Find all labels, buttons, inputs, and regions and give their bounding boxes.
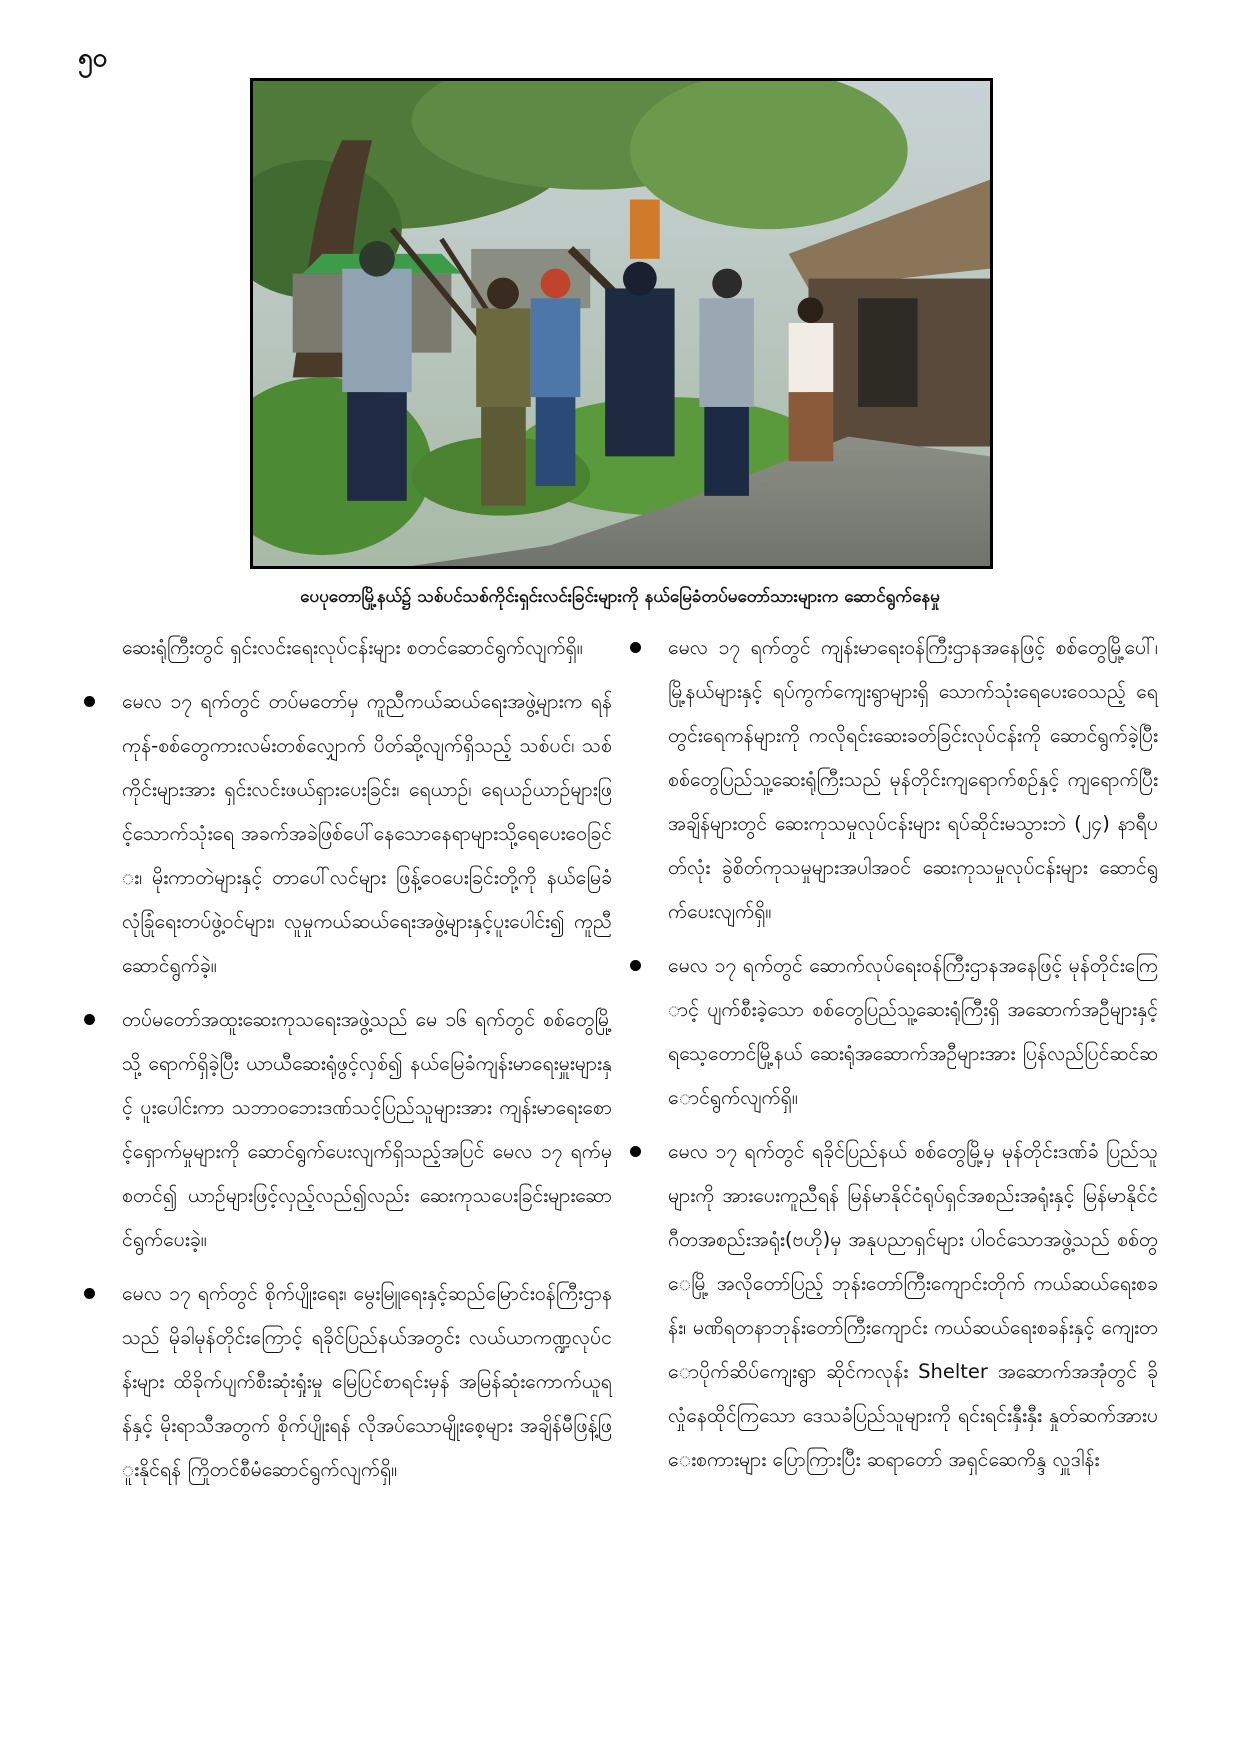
list-item-text: တပ်မတော်အထူးဆေးကုသရေးအဖွဲ့သည် မေ ၁၆ ရက်တွင် စစ်တွေမြို့သို့ ရောက်ရှိခဲ့ပြီး ယာယီဆေးရုံဖွင့်လှစ်၍ နယ်မြေခံကျန်းမာရေးမှူးများနှင့် ပူးပေါင်းကာ သဘာဝဘေးဒဏ်သင့်ပြည်သူများအား ကျန်းမာရေးစောင့်ရှောက်မှုများကို ဆောင်ရွက်ပေးလျက်ရှိသည့်အပြင် မေလ ၁၇ ရက်မှစတင်၍ ယာဉ်များဖြင့်လှည့်လည်၍လည်း ဆေးကုသပေးခြင်းများဆောင်ရွက်ပေးခဲ့။: [122, 1008, 612, 1251]
list-item-text: မေလ ၁၇ ရက်တွင် ဆောက်လုပ်ရေးဝန်ကြီးဌာနအနေဖြင့် မုန်တိုင်းကြောင့် ပျက်စီးခဲ့သော စစ်တွေပြည်သူ့ဆေးရုံကြီးရှိ အဆောက်အဦများနှင့် ရသေ့တောင်မြို့နယ် ဆေးရုံအဆောက်အဦများအား ပြန်လည်ပြင်ဆင်ဆောင်ရွက်လျက်ရှိ။: [668, 954, 1158, 1109]
bullet-icon: [630, 960, 641, 971]
list-item: [122, 1272, 612, 1492]
bullet-icon: [84, 696, 95, 707]
photo-caption: ပေပုတောမြို့နယ်၌ သစ်ပင်သစ်ကိုင်းရှင်းလင်းခြင်းများကို နယ်မြေခံတပ်မတော်သားများက ဆောင်ရွက်နေမှု: [300, 587, 940, 607]
list-item: [122, 998, 612, 1262]
list-item: [122, 680, 612, 988]
list-item-text: မေလ ၁၇ ရက်တွင် တပ်မတော်မှ ကူညီကယ်ဆယ်ရေးအဖွဲ့များက ရန်ကုန်-စစ်တွေကားလမ်းတစ်လျှောက် ပိတ်ဆို့လျက်ရှိသည့် သစ်ပင်၊ သစ်ကိုင်းများအား ရှင်းလင်းဖယ်ရှားပေးခြင်း၊ ရေယာဉ်၊ ရေယဉ်ယာဉ်များဖြင့်သောက်သုံးရေ အခက်အခဲဖြစ်ပေါ်နေသောနေရာများသို့ရေပေးဝေခြင်း၊ မိုးကာတဲများနှင့် တာပေါ်လင်များ ဖြန့်ဝေပေးခြင်းတို့ကို နယ်မြေခံလုံခြုံရေးတပ်ဖွဲ့ဝင်များ၊ လူမှုကယ်ဆယ်ရေးအဖွဲ့များနှင့်ပူးပေါင်း၍ ကူညီဆောင်ရွက်ခဲ့။: [122, 690, 612, 977]
list-item-text: မေလ ၁၇ ရက်တွင် ရခိုင်ပြည်နယ် စစ်တွေမြို့မှ မုန်တိုင်းဒဏ်ခံ ပြည်သူများကို အားပေးကူညီရန် မြန်မာနိုင်ငံရုပ်ရှင်အစည်းအရုံးနှင့် မြန်မာနိုင်ငံ ဂီတအစည်းအရုံး(ဗဟို)မှ အနုပညာရှင်များ ပါဝင်သောအဖွဲ့သည် စစ်တွေမြို့ အလိုတော်ပြည့် ဘုန်းတော်ကြီးကျောင်းတိုက် ကယ်ဆယ်ရေးစခန်း၊ မဏိရတနာဘုန်းတော်ကြီးကျောင်း ကယ်ဆယ်ရေးစခန်းနှင့် ကျေးတောပိုက်ဆိပ်ကျေးရွာ ဆိုင်ကလုန်း Shelter အဆောက်အအုံတွင် ခိုလှုံနေထိုင်ကြသော ဒေသခံပြည်သူများကို ရင်းရင်းနှီးနှီး နှုတ်ဆက်အားပေးစကားများ ပြောကြားပြီး ဆရာတော် အရှင်ဆေကိန္ဒ လှူဒါန်း: [668, 1140, 1158, 1471]
news-photo: [250, 78, 993, 569]
right-column: [668, 626, 1158, 1492]
list-item-text: မေလ ၁၇ ရက်တွင် ကျန်းမာရေးဝန်ကြီးဌာနအနေဖြင့် စစ်တွေမြို့ပေါ်၊ မြို့နယ်များနှင့် ရပ်ကွက်ကျေးရွာများရှိ သောက်သုံးရေပေးဝေသည့် ရေတွင်းရေကန်များကို ကလိုရင်းဆေးခတ်ခြင်းလုပ်ငန်းကို ဆောင်ရွက်ခဲ့ပြီး စစ်တွေပြည်သူ့ဆေးရုံကြီးသည် မုန်တိုင်းကျရောက်စဉ်နှင့် ကျရောက်ပြီးအချိန်များတွင် ဆေးကုသမှုလုပ်ငန်းများ ရပ်ဆိုင်းမသွားဘဲ (၂၄) နာရီပတ်လုံး ခွဲစိတ်ကုသမှုများအပါအဝင် ဆေးကုသမှုလုပ်ငန်းများ ဆောင်ရွက်ပေးလျက်ရှိ။: [668, 636, 1158, 923]
list-item-text: မေလ ၁၇ ရက်တွင် စိုက်ပျိုးရေး၊ မွေးမြူရေးနှင့်ဆည်မြောင်းဝန်ကြီးဌာနသည် မိုခါမုန်တိုင်းကြောင့် ရခိုင်ပြည်နယ်အတွင်း လယ်ယာကဏ္ဍလုပ်ငန်းများ ထိခိုက်ပျက်စီးဆုံးရှုံးမှု မြေပြင်စာရင်းမှန် အမြန်ဆုံးကောက်ယူရန်နှင့် မိုးရာသီအတွက် စိုက်ပျိုးရန် လိုအပ်သောမျိုးစေ့များ အချိန်မီဖြန့်ဖြူးနိုင်ရန် ကြိုတင်စီမံဆောင်ရွက်လျက်ရှိ။: [122, 1282, 612, 1481]
bullet-icon: [630, 642, 641, 653]
intro-paragraph: ဆေးရုံကြီးတွင် ရှင်းလင်းရေးလုပ်ငန်းများ စတင်ဆောင်ရွက်လျက်ရှိ။: [122, 636, 583, 659]
bullet-icon: [84, 1014, 95, 1025]
bullet-icon: [630, 1146, 641, 1157]
page-number: ၅၀: [78, 43, 108, 73]
left-column: [122, 626, 612, 1502]
tree-clearing-photo: [253, 81, 990, 566]
list-item: [668, 1130, 1158, 1482]
list-item: [668, 626, 1158, 934]
bullet-icon: [84, 1288, 95, 1299]
list-item: [668, 944, 1158, 1120]
